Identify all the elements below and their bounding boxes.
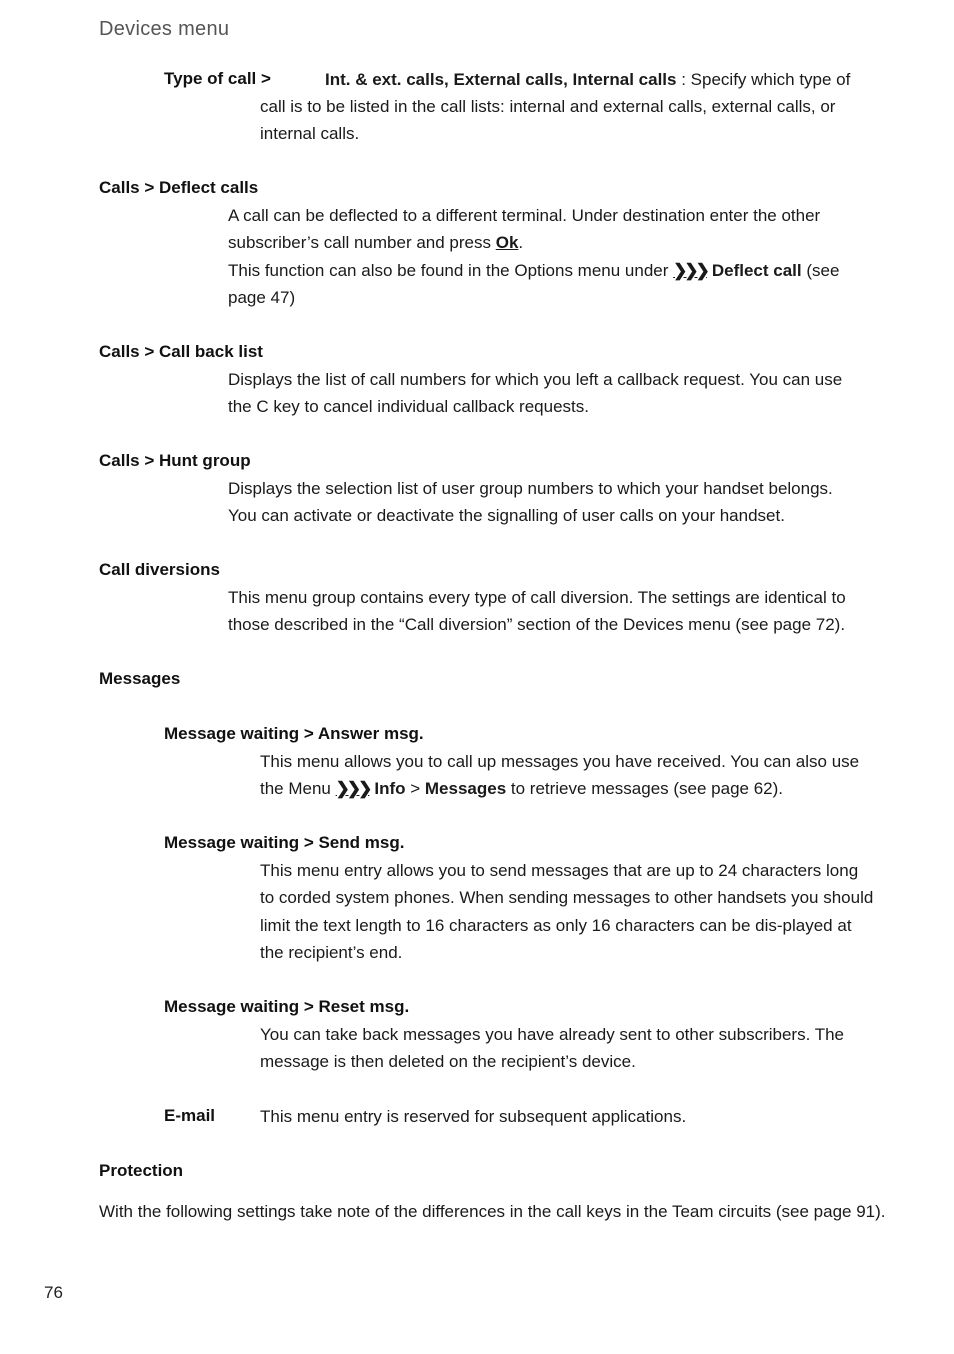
deflect-p2a: This function can also be found in the Options menu under xyxy=(228,260,674,280)
protection-heading: Protection xyxy=(99,1161,184,1180)
reset-msg-heading: Message waiting > Reset msg. xyxy=(164,997,410,1016)
info-option: Info xyxy=(374,779,406,799)
type-of-call-line1 xyxy=(325,66,870,93)
call-diversions-text: This menu group contains every type of call diversion. The settings are identical to those described in the “Call diversion” section of the Devices menu (see page 72). xyxy=(228,588,846,635)
options-arrow-icon: ❯❯❯ xyxy=(673,260,707,280)
page-header: Devices menu xyxy=(99,18,230,40)
menu-arrow-icon: ❯❯❯ xyxy=(335,779,370,799)
type-of-call-label: Type of call > xyxy=(164,69,271,88)
deflect-p1b: . xyxy=(518,233,524,253)
deflect-p1a: A call can be deflected to a different terminal. Under destination enter the other subscriber’s call number and press xyxy=(228,206,821,253)
messages-option: Messages xyxy=(424,779,507,799)
reset-msg-text: You can take back messages you have already sent to other subscribers. The message is then deleted on the recipient’s device. xyxy=(260,1025,845,1072)
call-type-options: Int. & ext. calls, External calls, Internal calls xyxy=(325,70,677,89)
messages-heading: Messages xyxy=(99,669,181,688)
deflect-p2b: (see page 47) xyxy=(228,260,840,308)
hunt-group-text: Displays the selection list of user group numbers to which your handset belongs. You can activate or deactivate the signalling of user calls on your handset. xyxy=(228,479,833,526)
protection-text: With the following settings take note of the differences in the call keys in the Team circuits (see page 91). xyxy=(99,1202,886,1221)
ok-key: Ok xyxy=(495,233,519,253)
email-heading: E-mail xyxy=(164,1106,216,1125)
deflect-calls-heading: Calls > Deflect calls xyxy=(99,178,259,197)
type-of-call-text1: : Specify which type of xyxy=(676,70,851,89)
page-number: 76 xyxy=(44,1283,63,1302)
type-of-call-text2: call is to be listed in the call lists: internal and external calls, external calls, or internal calls. xyxy=(260,97,836,144)
call-diversions-heading: Call diversions xyxy=(99,560,220,579)
answer-t2: to retrieve messages (see page 62). xyxy=(506,779,784,799)
call-back-list-text: Displays the list of call numbers for which you left a callback request. You can use the C key to cancel individual callback requests. xyxy=(228,370,843,417)
call-back-list-heading: Calls > Call back list xyxy=(99,342,263,361)
answer-sep: > xyxy=(405,779,425,799)
answer-t1: This menu allows you to call up messages you have received. You can also use the Menu xyxy=(260,752,860,799)
deflect-call-option: Deflect call xyxy=(711,260,802,280)
answer-msg-text xyxy=(260,748,872,803)
deflect-calls-text xyxy=(228,202,860,312)
hunt-group-heading: Calls > Hunt group xyxy=(99,451,251,470)
answer-msg-heading: Message waiting > Answer msg. xyxy=(164,724,424,743)
send-msg-text: This menu entry allows you to send messages that are up to 24 characters long to corded system phones. When sending messages to other handsets you should limit the text length to 16 characters as only 16 characters can be dis-played at the recipient’s end. xyxy=(260,861,874,963)
email-text: This menu entry is reserved for subsequent applications. xyxy=(260,1107,687,1126)
send-msg-heading: Message waiting > Send msg. xyxy=(164,833,405,852)
